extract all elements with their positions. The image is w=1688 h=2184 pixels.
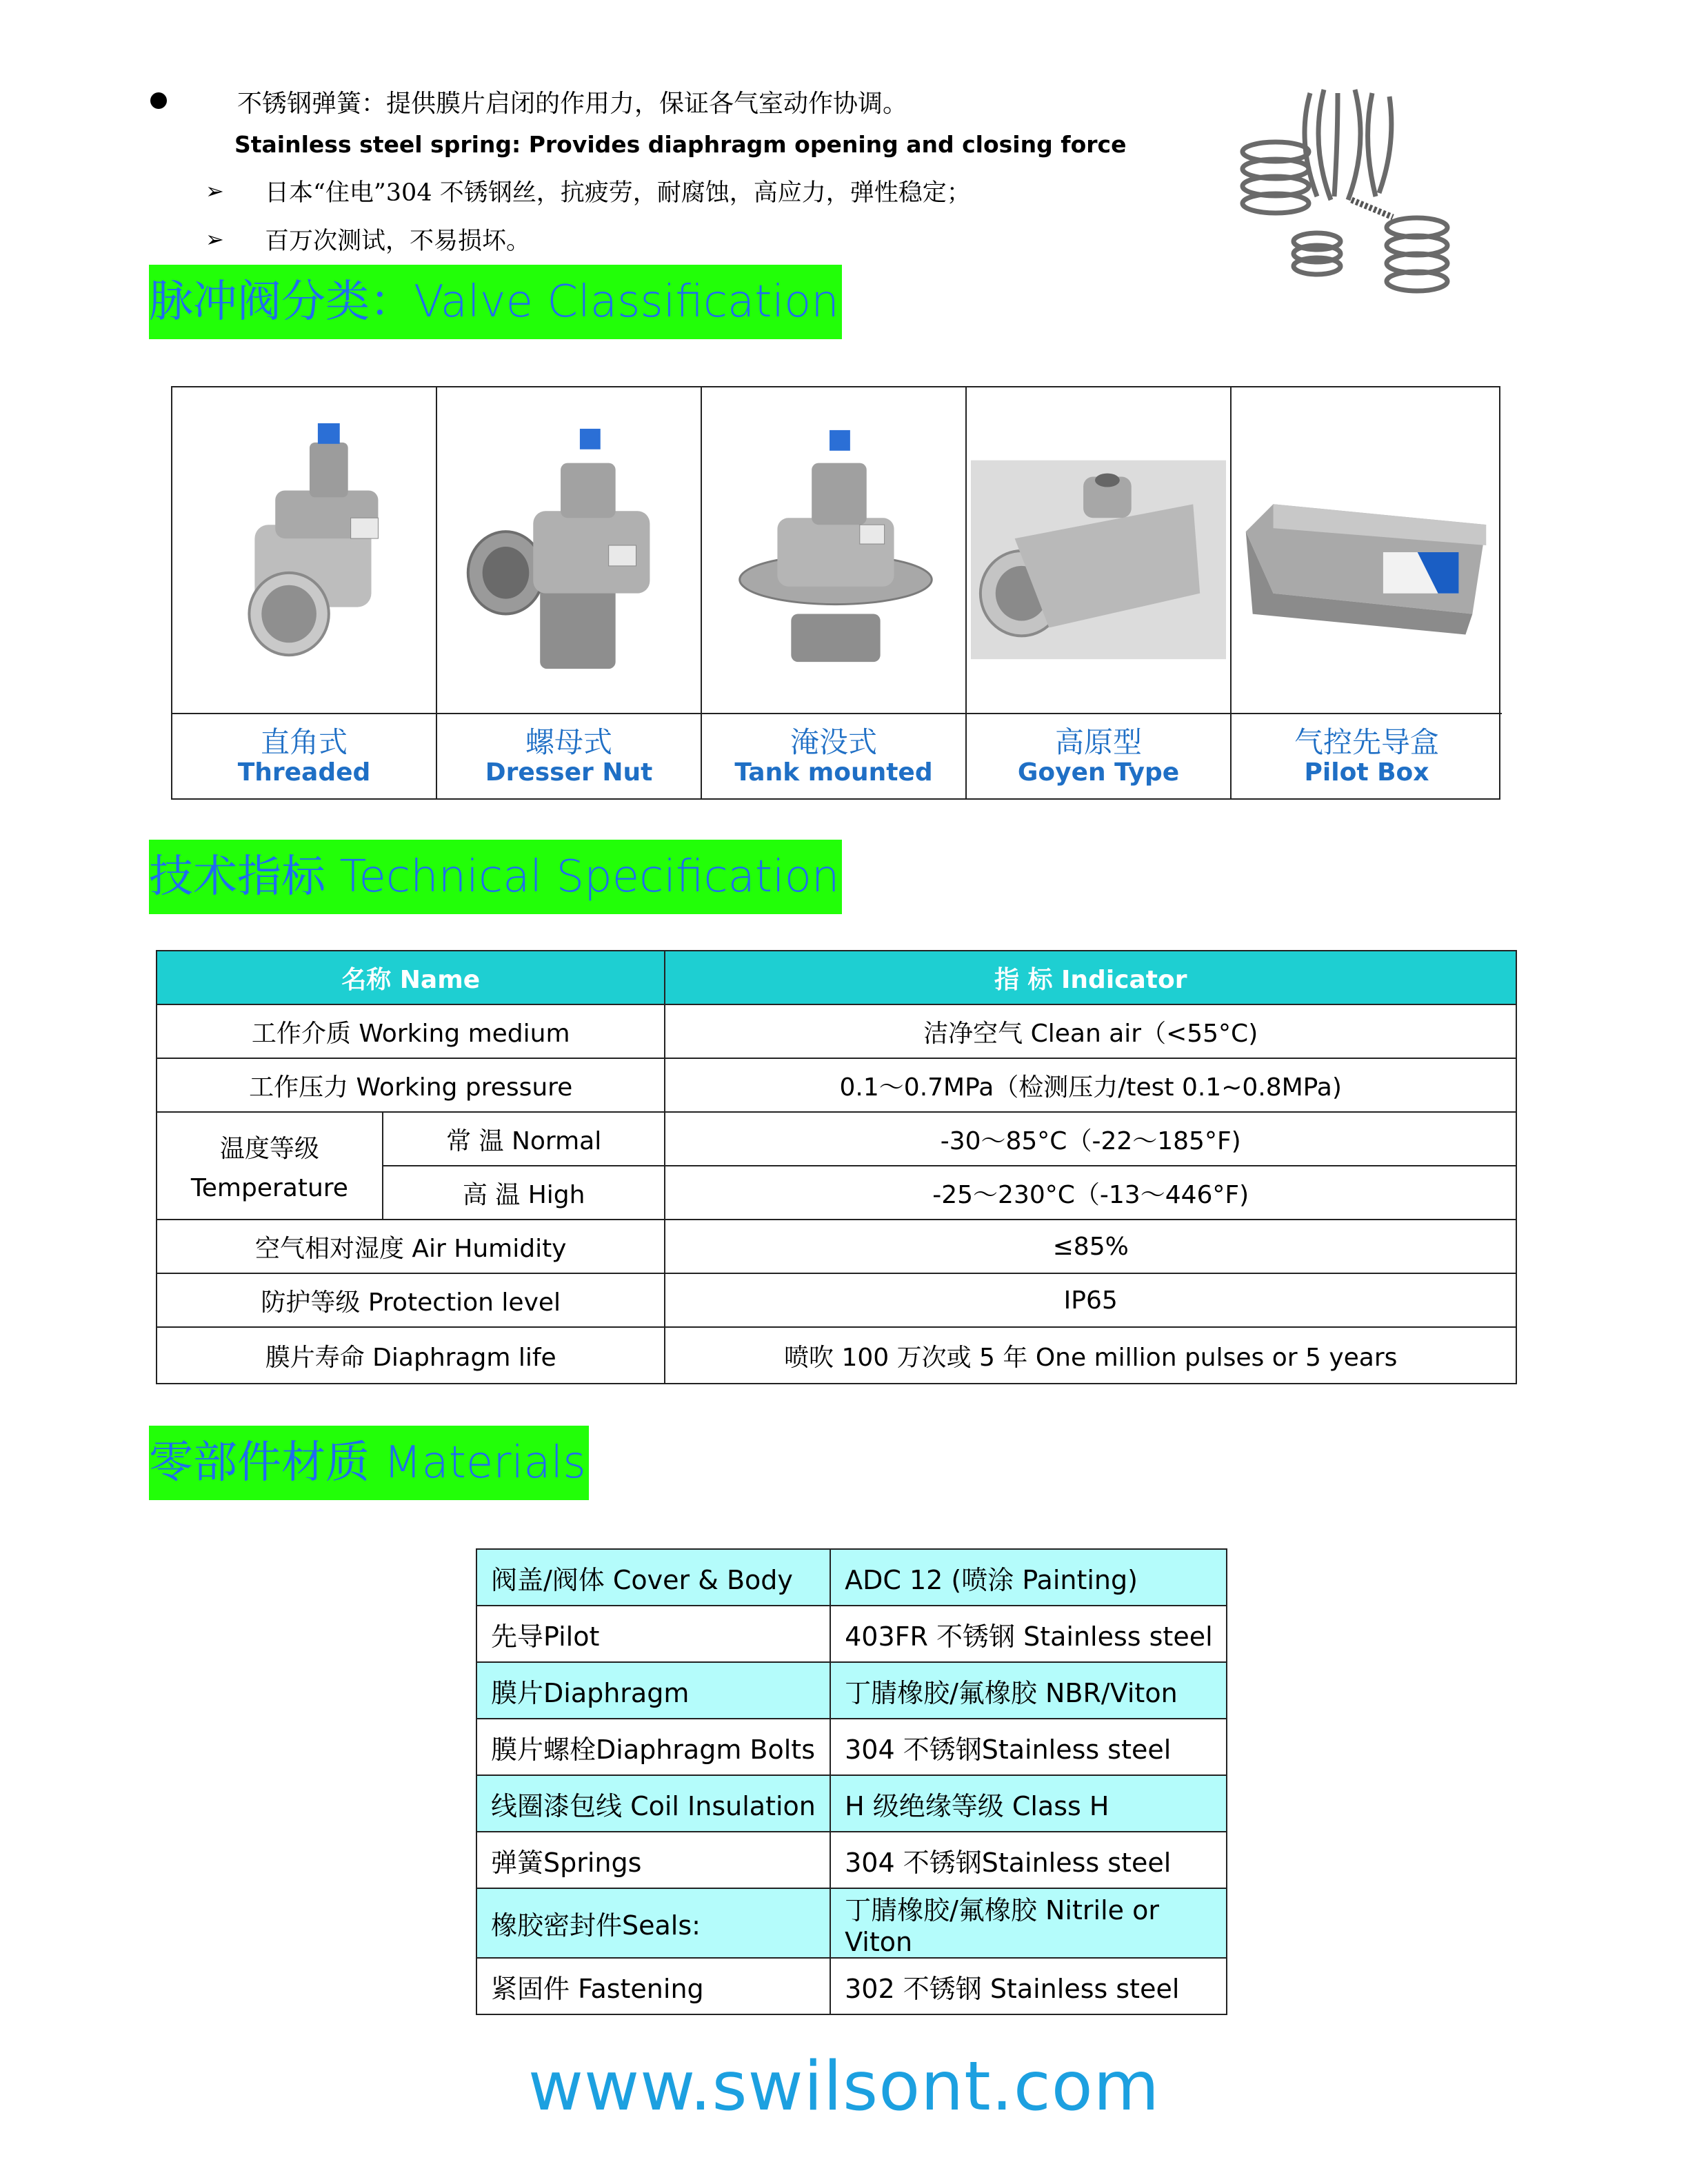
spec-header-name: 名称 Name	[157, 951, 665, 1004]
section-heading-specification: 技术指标 Technical Specification	[149, 840, 842, 914]
spec-sub-name: 高 温 High	[383, 1166, 665, 1220]
spec-name: 工作介质 Working medium	[157, 1004, 665, 1058]
material-part: 紧固件 Fastening	[476, 1958, 830, 2014]
section-heading-materials: 零部件材质 Materials	[149, 1426, 589, 1500]
valve-type-label-en: Dresser Nut	[485, 758, 653, 787]
spring-photo	[1234, 76, 1455, 303]
material-value: 304 不锈钢Stainless steel	[830, 1832, 1227, 1888]
materials-table	[476, 1548, 1227, 2015]
spec-value: 喷吹 100 万次或 5 年 One million pulses or 5 years	[665, 1327, 1516, 1384]
spec-name: 防护等级 Protection level	[157, 1273, 665, 1327]
material-part: 弹簧Springs	[476, 1832, 830, 1888]
section-heading-classification: 脉冲阀分类：Valve Classification	[149, 265, 842, 339]
valve-photo	[702, 387, 965, 714]
valve-classification-table	[171, 386, 1500, 800]
spec-row	[157, 1058, 1516, 1112]
material-value: 403FR 不锈钢 Stainless steel	[830, 1606, 1227, 1662]
valve-type-threaded	[172, 387, 437, 798]
material-part: 橡胶密封件Seals:	[476, 1888, 830, 1958]
valve-type-label-en: Goyen Type	[1017, 758, 1180, 787]
spec-name: 工作压力 Working pressure	[157, 1058, 665, 1112]
material-part: 膜片Diaphragm	[476, 1662, 830, 1719]
spec-value: -25～230°C（-13～446°F)	[665, 1166, 1516, 1220]
valve-type-label-en: Threaded	[237, 758, 371, 787]
spec-value: ≤85%	[665, 1220, 1516, 1273]
valve-photo	[172, 387, 436, 714]
bullet-icon	[150, 92, 167, 109]
arrow-bullet-icon: ➢	[205, 178, 224, 204]
spec-temperature-name	[157, 1112, 383, 1220]
material-row	[476, 1549, 1227, 1606]
valve-type-label-cn: 淹没式	[790, 725, 877, 759]
valve-type-label-cn: 螺母式	[525, 725, 612, 759]
material-row	[476, 1832, 1227, 1888]
material-value: ADC 12 (喷涂 Painting)	[830, 1549, 1227, 1606]
valve-type-label-cn: 高原型	[1054, 725, 1142, 759]
arrow-bullet-icon: ➢	[205, 226, 224, 252]
material-row	[476, 1719, 1227, 1775]
spec-row	[157, 1220, 1516, 1273]
material-row	[476, 1606, 1227, 1662]
pilot-box-photo	[1232, 387, 1502, 714]
material-value: 丁腈橡胶/氟橡胶 Nitrile or Viton	[830, 1888, 1227, 1958]
material-row	[476, 1662, 1227, 1719]
website-url[interactable]: www.swilsont.com	[528, 2048, 1160, 2126]
valve-type-tank-mounted	[702, 387, 967, 798]
material-value: 302 不锈钢 Stainless steel	[830, 1958, 1227, 2014]
spec-row	[157, 1327, 1516, 1384]
spec-temperature-name-en: Temperature	[190, 1174, 348, 1202]
valve-type-label-en: Pilot Box	[1304, 758, 1429, 787]
material-part: 膜片螺栓Diaphragm Bolts	[476, 1719, 830, 1775]
material-part: 先导Pilot	[476, 1606, 830, 1662]
spec-name: 膜片寿命 Diaphragm life	[157, 1327, 665, 1384]
valve-type-label-cn: 直角式	[260, 725, 348, 759]
material-value: 丁腈橡胶/氟橡胶 NBR/Viton	[830, 1662, 1227, 1719]
spec-header-row	[157, 951, 1516, 1004]
spec-row	[157, 1273, 1516, 1327]
valve-type-dresser-nut	[437, 387, 702, 798]
material-value: 304 不锈钢Stainless steel	[830, 1719, 1227, 1775]
valve-type-pilot-box	[1232, 387, 1502, 798]
spec-header-indicator: 指 标 Indicator	[665, 951, 1516, 1004]
valve-photo	[967, 387, 1230, 714]
spec-row	[157, 1004, 1516, 1058]
valve-type-goyen	[967, 387, 1232, 798]
material-row	[476, 1888, 1227, 1958]
material-value: H 级绝缘等级 Class H	[830, 1775, 1227, 1832]
spring-title-cn: 不锈钢弹簧：提供膜片启闭的作用力，保证各气室动作协调。	[237, 90, 908, 118]
valve-photo	[437, 387, 701, 714]
material-row	[476, 1958, 1227, 2014]
valve-type-label-en: Tank mounted	[734, 758, 933, 787]
spring-feature: 日本“住电”304 不锈钢丝，抗疲劳，耐腐蚀，高应力，弹性稳定；	[265, 179, 971, 207]
valve-type-label-cn: 气控先导盒	[1294, 725, 1439, 759]
spec-row	[157, 1112, 1516, 1166]
spring-title-en: Stainless steel spring: Provides diaphragm opening and closing force	[234, 131, 1127, 158]
spring-feature: 百万次测试，不易损坏。	[265, 228, 531, 255]
spec-name: 空气相对湿度 Air Humidity	[157, 1220, 665, 1273]
spec-value: 0.1～0.7MPa（检测压力/test 0.1~0.8MPa)	[665, 1058, 1516, 1112]
spec-table	[156, 950, 1517, 1384]
material-row	[476, 1775, 1227, 1832]
spec-value: 洁净空气 Clean air（<55°C)	[665, 1004, 1516, 1058]
spec-temperature-name-cn: 温度等级	[219, 1135, 319, 1163]
spec-value: -30～85°C（-22～185°F)	[665, 1112, 1516, 1166]
material-part: 阀盖/阀体 Cover & Body	[476, 1549, 830, 1606]
material-part: 线圈漆包线 Coil Insulation	[476, 1775, 830, 1832]
spec-sub-name: 常 温 Normal	[383, 1112, 665, 1166]
spec-value: IP65	[665, 1273, 1516, 1327]
